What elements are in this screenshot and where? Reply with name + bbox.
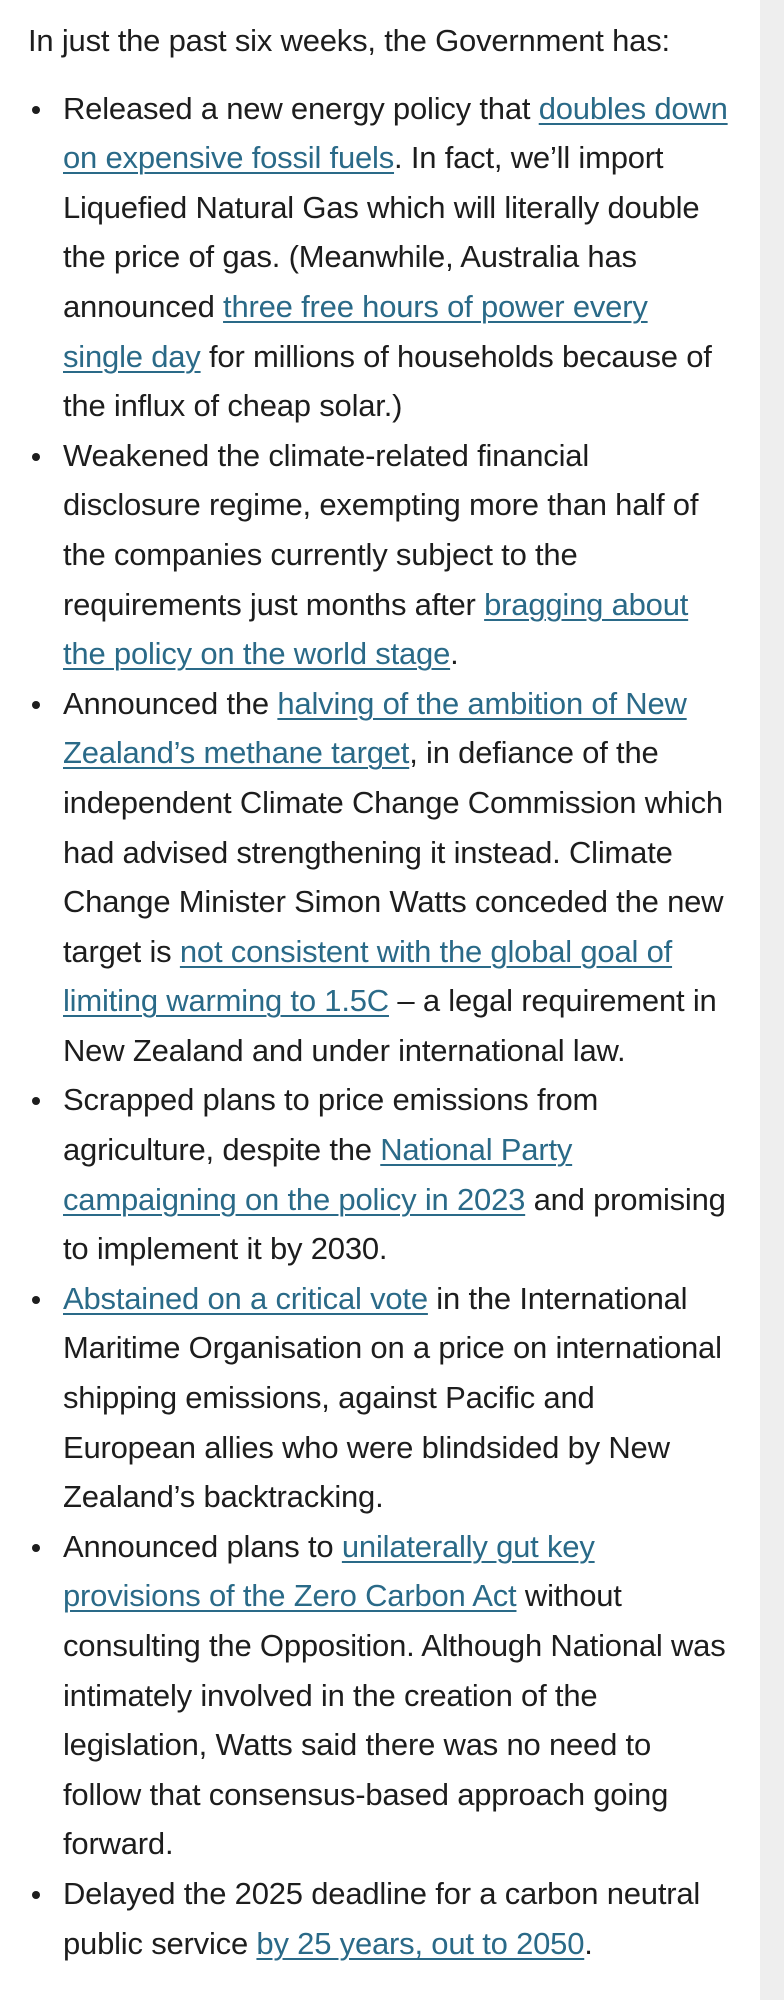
list-item-text: . In fact, we’ll import Liquefied Natural Gas which will literally double the price of gas. (Meanwhile, Australia has announced bbox=[63, 140, 700, 324]
list-item bbox=[28, 1522, 728, 1869]
list-item-text: Announced plans to bbox=[63, 1528, 342, 1564]
list-item-text: , in defiance of the independent Climate Change Commission which had advised strengthening it instead. Climate Change Minister Simon Watts conceded the new target is bbox=[63, 735, 724, 969]
list-item-text: and promising to implement it by 2030. bbox=[63, 1181, 726, 1267]
article-link[interactable]: unilaterally gut key provisions of the Zero Carbon Act bbox=[63, 1528, 595, 1614]
article-link[interactable]: bragging about the policy on the world stage bbox=[63, 586, 689, 672]
intro-paragraph: In just the past six weeks, the Government has: bbox=[28, 23, 670, 58]
article-body bbox=[28, 0, 728, 1968]
list-item-text: in the International Maritime Organisation on a price on international shipping emissions, against Pacific and European allies who were blindsided by New Zealand’s backtracking. bbox=[63, 1280, 722, 1515]
article-link[interactable]: halving of the ambition of New Zealand’s methane target bbox=[63, 685, 687, 771]
list-item bbox=[28, 679, 728, 1076]
article-link[interactable]: Abstained on a critical vote bbox=[63, 1280, 428, 1316]
article-link[interactable]: not consistent with the global goal of limiting warming to 1.5C bbox=[63, 933, 673, 1019]
list-item-text: without consulting the Opposition. Although National was intimately involved in the creation of the legislation, Watts said there was no need to follow that consensus-based approach going forward. bbox=[63, 1578, 726, 1862]
article-link[interactable]: doubles down on expensive fossil fuels bbox=[63, 90, 728, 176]
article-link[interactable]: by 25 years, out to 2050 bbox=[256, 1925, 585, 1961]
list-item-text: . bbox=[450, 636, 459, 672]
list-item bbox=[28, 1075, 728, 1273]
list-item bbox=[28, 431, 728, 679]
scrollbar[interactable] bbox=[760, 0, 784, 2000]
list-item-text: for millions of households because of the influx of cheap solar.) bbox=[63, 338, 712, 424]
list-item-text: Released a new energy policy that bbox=[63, 90, 539, 126]
article-link[interactable]: National Party campaigning on the policy in 2023 bbox=[63, 1132, 573, 1217]
list-item bbox=[28, 1274, 728, 1522]
list-item-text: Weakened the climate-related financial disclosure regime, exempting more than half of the companies currently subject to the requirements just months after bbox=[63, 437, 699, 622]
list-item-text: Announced the bbox=[63, 685, 278, 721]
list-item-text: Scrapped plans to price emissions from agriculture, despite the bbox=[63, 1082, 599, 1168]
article-link[interactable]: three free hours of power every single day bbox=[63, 288, 648, 374]
bullet-list bbox=[28, 84, 728, 1969]
list-item-text: . bbox=[584, 1925, 593, 1961]
list-item-text: Delayed the 2025 deadline for a carbon neutral public service bbox=[63, 1875, 701, 1961]
list-item-text: – a legal requirement in New Zealand and under international law. bbox=[63, 983, 717, 1068]
list-item bbox=[28, 84, 728, 431]
list-item bbox=[28, 1869, 728, 1968]
